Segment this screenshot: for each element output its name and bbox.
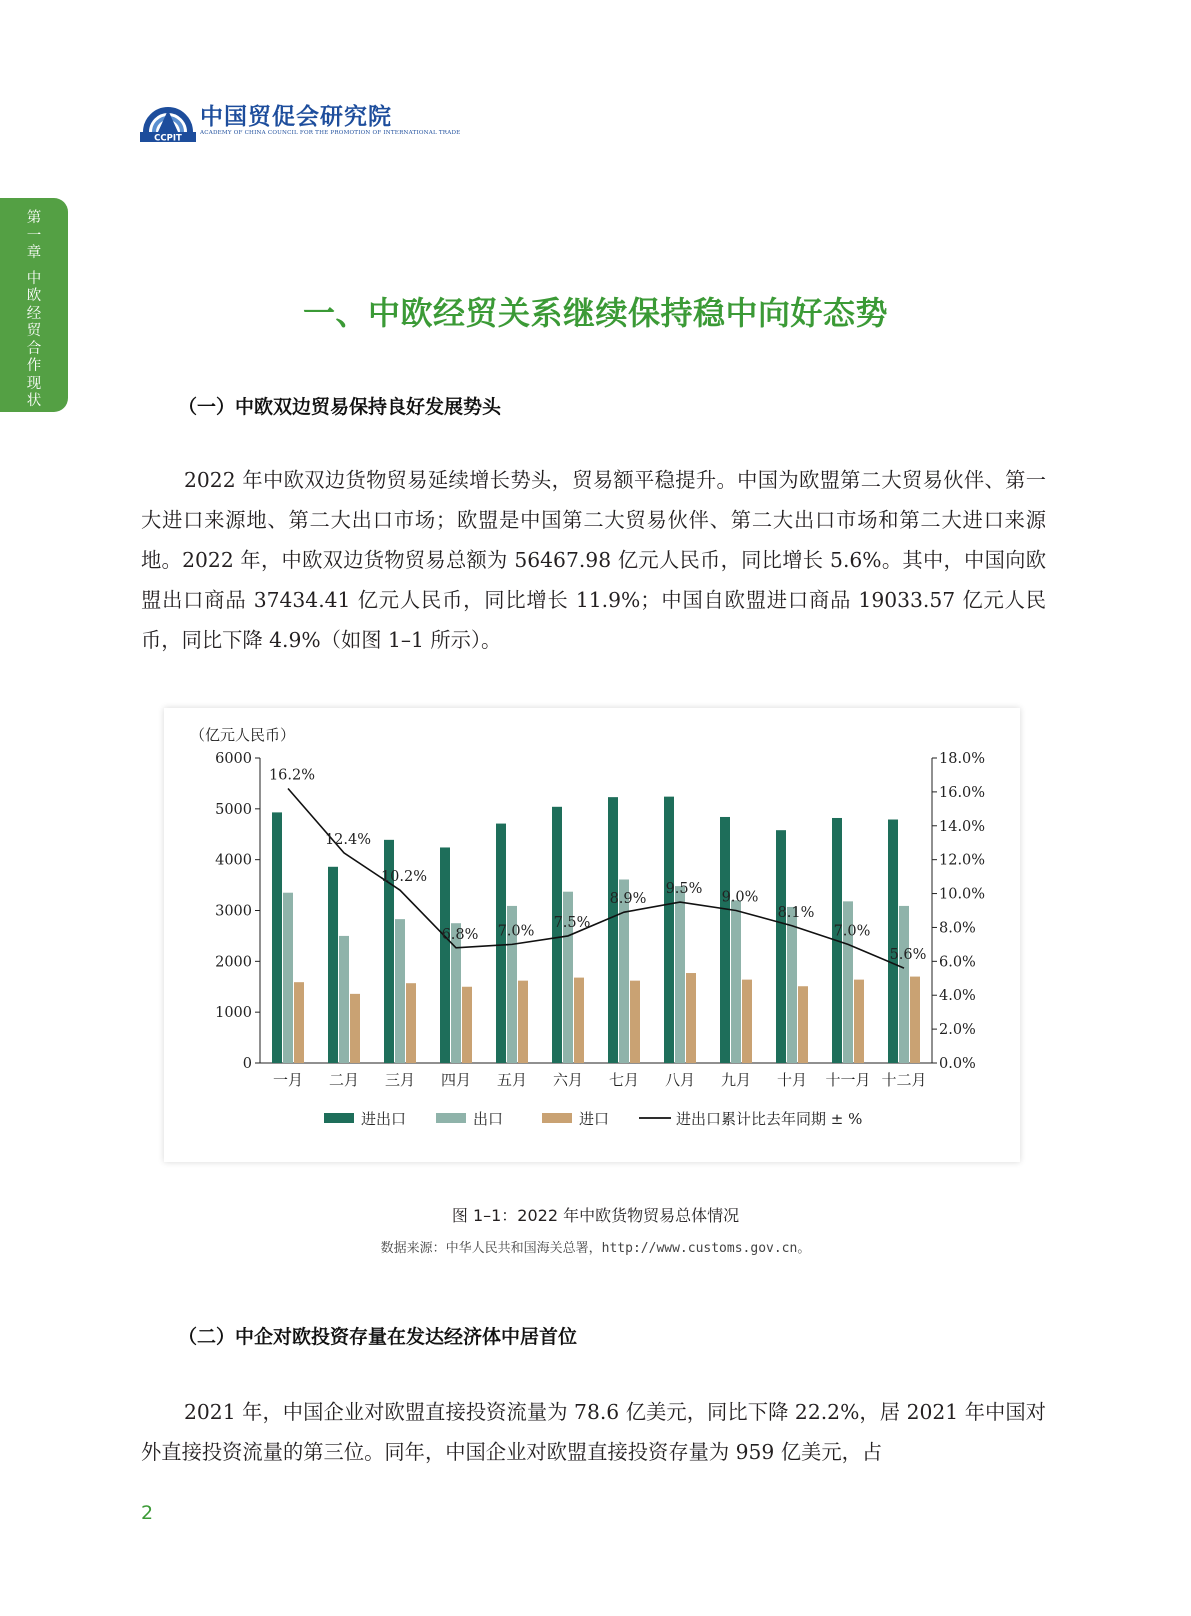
right-tick-label: 14.0% bbox=[939, 818, 986, 835]
x-tick-label: 八月 bbox=[664, 1071, 696, 1089]
x-tick-label: 七月 bbox=[608, 1071, 640, 1089]
data-label: 9.0% bbox=[721, 889, 759, 906]
data-label: 10.2% bbox=[380, 869, 428, 886]
bar-进口 bbox=[518, 981, 528, 1063]
bar-进出口 bbox=[272, 812, 282, 1063]
bar-进出口 bbox=[496, 824, 506, 1063]
bar-进口 bbox=[350, 994, 360, 1063]
bar-出口 bbox=[675, 886, 685, 1063]
right-tick-label: 12.0% bbox=[939, 852, 986, 869]
left-tick-label: 5000 bbox=[215, 801, 252, 818]
bar-进出口 bbox=[608, 797, 618, 1063]
figure-caption: 图 1–1：2022 年中欧货物贸易总体情况 bbox=[451, 1206, 740, 1225]
left-tick-label: 6000 bbox=[215, 751, 252, 767]
x-tick-label: 十一月 bbox=[825, 1071, 871, 1089]
bar-出口 bbox=[395, 919, 405, 1063]
legend-label: 出口 bbox=[473, 1110, 504, 1128]
chart-legend bbox=[324, 1110, 862, 1128]
body-paragraph-2: 2021 年，中国企业对欧盟直接投资流量为 78.6 亿美元，同比下降 22.2%，居 2021 年中国对外直接投资流量的第三位。同年，中国企业对欧盟直接投资存量为 959 亿美元，占 bbox=[141, 1400, 1046, 1464]
x-tick-label: 十二月 bbox=[881, 1071, 927, 1089]
left-tick-label: 2000 bbox=[215, 954, 252, 971]
bar-进口 bbox=[854, 980, 864, 1063]
figure-source: 数据来源：中华人民共和国海关总署，http://www.customs.gov.cn。 bbox=[380, 1241, 811, 1256]
right-tick-label: 18.0% bbox=[939, 751, 986, 767]
legend-swatch bbox=[436, 1113, 466, 1123]
bar-进出口 bbox=[720, 817, 730, 1063]
left-tick-label: 3000 bbox=[215, 903, 252, 920]
data-label: 12.4% bbox=[324, 831, 372, 848]
data-label: 9.5% bbox=[665, 881, 703, 898]
x-tick-label: 五月 bbox=[496, 1071, 528, 1089]
right-tick-label: 6.0% bbox=[939, 954, 976, 971]
right-tick-label: 0.0% bbox=[939, 1056, 976, 1072]
data-label: 8.9% bbox=[609, 891, 647, 908]
logo-subtitle: ACADEMY OF CHINA COUNCIL FOR THE PROMOTION OF INTERNATIONAL TRADE bbox=[200, 130, 461, 136]
bar-出口 bbox=[339, 936, 349, 1063]
bar-进口 bbox=[406, 983, 416, 1063]
page-number: 2 bbox=[141, 1502, 154, 1524]
data-label: 7.5% bbox=[553, 914, 591, 931]
data-label: 8.1% bbox=[777, 904, 815, 921]
logo-name: 中国贸促会研究院 bbox=[200, 104, 392, 130]
legend-label: 进出口 bbox=[361, 1110, 407, 1128]
logo-mark-text: CCPIT bbox=[154, 133, 182, 144]
x-tick-label: 六月 bbox=[552, 1071, 584, 1089]
side-tab-title: 中欧经贸合作现状 bbox=[26, 270, 42, 409]
bar-出口 bbox=[787, 907, 797, 1063]
growth-line-series bbox=[269, 768, 926, 969]
bar-进出口 bbox=[440, 847, 450, 1063]
bar-进出口 bbox=[664, 797, 674, 1063]
bar-进口 bbox=[462, 987, 472, 1063]
left-axis bbox=[215, 751, 260, 1072]
subsection-heading-2: （二）中企对欧投资存量在发达经济体中居首位 bbox=[178, 1326, 578, 1348]
bar-进口 bbox=[686, 973, 696, 1063]
legend-label: 进出口累计比去年同期 ± % bbox=[676, 1110, 863, 1128]
ccpit-emblem-icon bbox=[140, 92, 196, 146]
left-tick-label: 4000 bbox=[215, 852, 252, 869]
x-tick-label: 二月 bbox=[328, 1071, 360, 1089]
bar-进出口 bbox=[328, 867, 338, 1063]
bar-进口 bbox=[910, 977, 920, 1063]
bar-进口 bbox=[574, 978, 584, 1063]
x-axis-labels bbox=[273, 1071, 927, 1089]
bar-出口 bbox=[283, 893, 293, 1063]
bar-进口 bbox=[742, 980, 752, 1063]
bar-进出口 bbox=[888, 820, 898, 1063]
bar-进出口 bbox=[552, 807, 562, 1063]
right-tick-label: 2.0% bbox=[939, 1022, 976, 1039]
right-tick-label: 4.0% bbox=[939, 988, 976, 1005]
x-tick-label: 三月 bbox=[384, 1071, 416, 1089]
data-label: 7.0% bbox=[833, 923, 871, 940]
x-tick-label: 四月 bbox=[440, 1071, 472, 1089]
side-tab-chapter: 第一章 bbox=[26, 210, 42, 261]
left-tick-label: 1000 bbox=[215, 1005, 252, 1022]
legend-label: 进口 bbox=[579, 1110, 610, 1128]
data-label: 6.8% bbox=[441, 926, 479, 943]
right-tick-label: 16.0% bbox=[939, 784, 986, 801]
chart-unit-label: （亿元人民币） bbox=[190, 726, 296, 744]
bar-进口 bbox=[630, 981, 640, 1063]
data-label: 16.2% bbox=[268, 767, 316, 784]
trade-chart bbox=[164, 708, 1020, 1162]
bar-进口 bbox=[798, 986, 808, 1063]
right-tick-label: 8.0% bbox=[939, 920, 976, 937]
bar-进口 bbox=[294, 982, 304, 1063]
bar-出口 bbox=[899, 906, 909, 1063]
right-tick-label: 10.0% bbox=[939, 886, 986, 903]
x-tick-label: 九月 bbox=[720, 1071, 752, 1089]
legend-swatch bbox=[324, 1113, 354, 1123]
subsection-heading-1: （一）中欧双边贸易保持良好发展势头 bbox=[178, 396, 502, 418]
trade-chart-svg bbox=[164, 708, 1020, 1162]
x-tick-label: 十月 bbox=[776, 1071, 808, 1089]
bar-出口 bbox=[731, 900, 741, 1063]
data-label: 7.0% bbox=[497, 923, 535, 940]
x-tick-label: 一月 bbox=[272, 1071, 304, 1089]
bar-进出口 bbox=[776, 830, 786, 1063]
legend-swatch bbox=[542, 1113, 572, 1123]
data-label: 5.6% bbox=[889, 947, 927, 964]
body-paragraph-1: 2022 年中欧双边货物贸易延续增长势头，贸易额平稳提升。中国为欧盟第二大贸易伙伴、第一大进口来源地、第二大出口市场；欧盟是中国第二大贸易伙伴、第二大出口市场和第二大进口来源地。2022 年，中欧双边货物贸易总额为 56467.98 亿元人民币，同比增长 5.6%。其中，中国向欧盟出口商品 37434.41 亿元人民币，同比增长 11.9%；中国自欧盟进口商品 19033.57 亿元人民币，同比下降 4.9%（如图 1–1 所示）。 bbox=[141, 468, 1046, 652]
section-title: 一、中欧经贸关系继续保持稳中向好态势 bbox=[302, 294, 888, 332]
ccpit-academy-logo bbox=[140, 92, 460, 148]
left-tick-label: 0 bbox=[242, 1056, 252, 1072]
